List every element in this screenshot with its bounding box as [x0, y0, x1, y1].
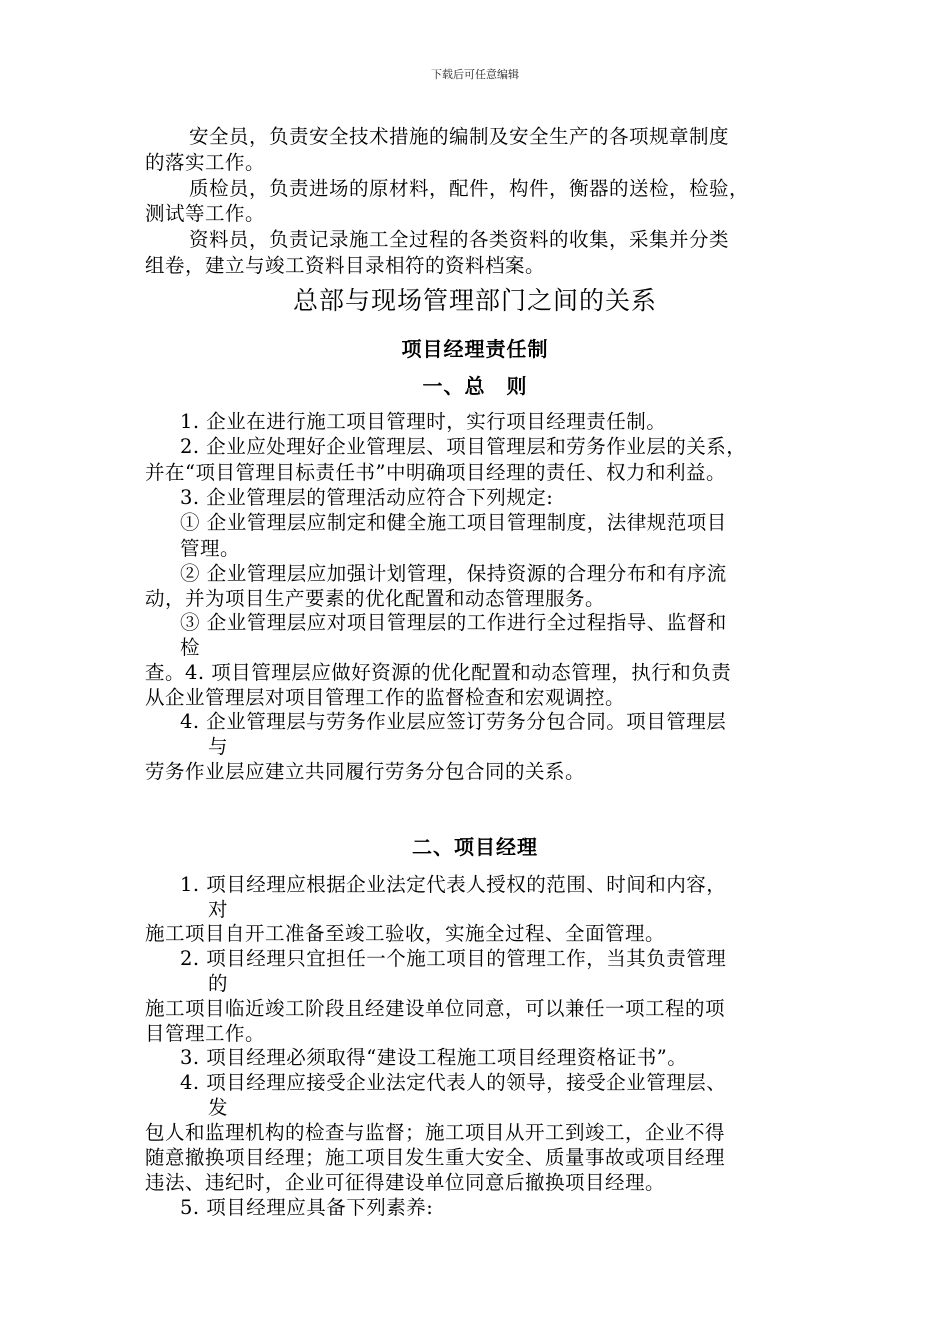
paragraph-line: 并在“项目管理目标责任书”中明确项目经理的责任、权力和利益。	[145, 461, 726, 484]
paragraph-line: 目管理工作。	[145, 1022, 266, 1045]
paragraph-line: 检	[180, 636, 201, 659]
paragraph-line: 的	[208, 972, 229, 995]
paragraph-line: ① 企业管理层应制定和健全施工项目管理制度，法律规范项目	[180, 511, 727, 534]
paragraph-line: 管理。	[180, 537, 241, 560]
paragraph-line: 3. 项目经理必须取得“建设工程施工项目经理资格证书”。	[180, 1046, 688, 1069]
paragraph-line: 发	[208, 1096, 229, 1119]
paragraph-line: 1. 企业在进行施工项目管理时，实行项目经理责任制。	[180, 410, 667, 433]
section-title: 总部与现场管理部门之间的关系	[292, 286, 657, 315]
paragraph-line: 包人和监理机构的检查与监督；施工项目从开工到竣工，企业不得	[145, 1121, 726, 1144]
paragraph-line: 施工项目自开工准备至竣工验收，实施全过程、全面管理。	[145, 922, 666, 945]
paragraph-line: 3. 企业管理层的管理活动应符合下列规定:	[180, 486, 554, 509]
paragraph-line: 5. 项目经理应具备下列素养:	[180, 1196, 434, 1219]
paragraph-line: 测试等工作。	[145, 202, 266, 225]
paragraph-line: 资料员，负责记录施工全过程的各类资料的收集，采集并分类	[189, 228, 730, 251]
paragraph-line: 2. 项目经理只宜担任一个施工项目的管理工作，当其负责管理	[180, 947, 727, 970]
heading-general: 一、总 则	[422, 374, 528, 398]
paragraph-line: 劳务作业层应建立共同履行劳务分包合同的关系。	[145, 760, 586, 783]
paragraph-line: 随意撤换项目经理；施工项目发生重大安全、质量事故或项目经理	[145, 1146, 726, 1169]
paragraph-line: 与	[208, 735, 229, 758]
paragraph-line: 1. 项目经理应根据企业法定代表人授权的范围、时间和内容，	[180, 873, 727, 896]
paragraph-line: 查。4. 项目管理层应做好资源的优化配置和动态管理，执行和负责	[145, 661, 732, 684]
header-note: 下载后可任意编辑	[431, 68, 519, 81]
paragraph-line: 2. 企业应处理好企业管理层、项目管理层和劳务作业层的关系，	[180, 435, 747, 458]
paragraph-line: ③ 企业管理层应对项目管理层的工作进行全过程指导、监督和	[180, 611, 727, 634]
paragraph-line: 质检员，负责进场的原材料，配件，构件，衡器的送检，检验，	[189, 177, 750, 200]
section-subtitle: 项目经理责任制	[401, 337, 549, 361]
paragraph-line: 从企业管理层对项目管理工作的监督检查和宏观调控。	[145, 686, 626, 709]
paragraph-line: 4. 项目经理应接受企业法定代表人的领导，接受企业管理层、	[180, 1071, 727, 1094]
paragraph-line: 的落实工作。	[145, 151, 266, 174]
paragraph-line: 4. 企业管理层与劳务作业层应签订劳务分包合同。项目管理层	[180, 710, 727, 733]
paragraph-line: 施工项目临近竣工阶段且经建设单位同意，可以兼任一项工程的项	[145, 997, 726, 1020]
paragraph-line: 安全员，负责安全技术措施的编制及安全生产的各项规章制度	[189, 125, 730, 148]
paragraph-line: 组卷，建立与竣工资料目录相符的资料档案。	[145, 254, 546, 277]
paragraph-line: 对	[208, 898, 229, 921]
paragraph-line: 动，并为项目生产要素的优化配置和动态管理服务。	[145, 587, 606, 610]
paragraph-line: ② 企业管理层应加强计划管理，保持资源的合理分布和有序流	[180, 562, 727, 585]
paragraph-line: 违法、违纪时，企业可征得建设单位同意后撤换项目经理。	[145, 1171, 666, 1194]
heading-project-manager: 二、项目经理	[412, 835, 538, 859]
